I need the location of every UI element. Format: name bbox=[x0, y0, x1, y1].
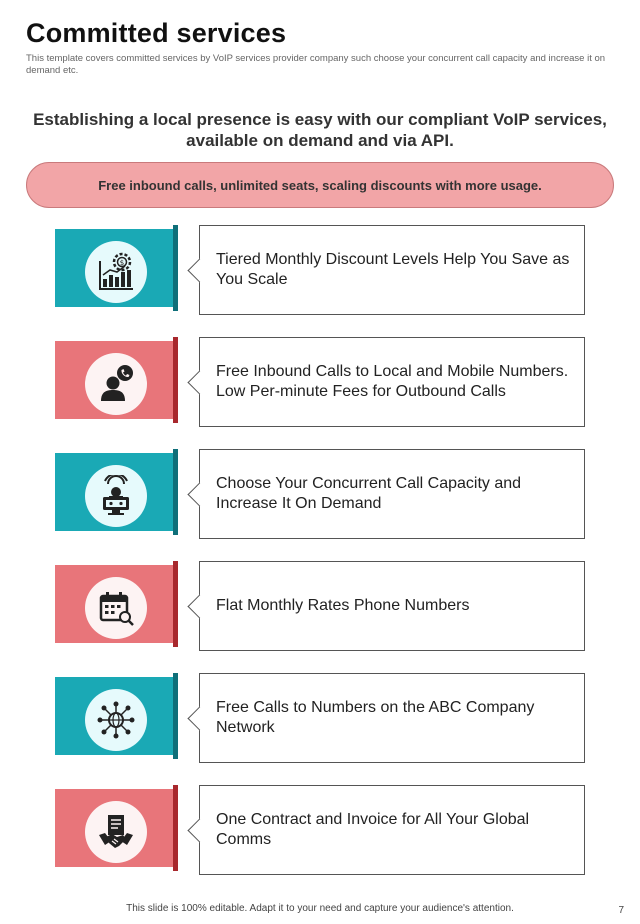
call-center-agent-icon bbox=[95, 475, 137, 517]
service-text: Free Inbound Calls to Local and Mobile Numbers. Low Per-minute Fees for Outbound Calls bbox=[216, 363, 569, 400]
service-box bbox=[199, 225, 585, 315]
icon-tab bbox=[55, 565, 173, 643]
calendar-search-icon bbox=[95, 587, 137, 629]
icon-tab bbox=[55, 453, 173, 531]
service-text: Free Calls to Numbers on the ABC Company Network bbox=[216, 699, 535, 736]
service-text: Flat Monthly Rates Phone Numbers bbox=[216, 597, 470, 614]
icon-tab bbox=[55, 341, 173, 419]
service-box bbox=[199, 673, 585, 763]
service-item bbox=[55, 449, 585, 539]
service-box bbox=[199, 785, 585, 875]
service-box bbox=[199, 337, 585, 427]
service-item bbox=[55, 337, 585, 427]
service-box bbox=[199, 561, 585, 651]
growth-chart-gear-icon bbox=[95, 251, 137, 293]
network-globe-icon bbox=[95, 699, 137, 741]
person-phone-call-icon bbox=[95, 363, 137, 405]
footer-note: This slide is 100% editable. Adapt it to your need and capture your audience's attention. bbox=[126, 903, 514, 914]
service-item bbox=[55, 225, 585, 315]
icon-tab bbox=[55, 229, 173, 307]
service-box bbox=[199, 449, 585, 539]
handshake-contract-icon bbox=[95, 811, 137, 853]
service-text: One Contract and Invoice for All Your Global Comms bbox=[216, 811, 530, 848]
svg-text:$: $ bbox=[119, 259, 125, 267]
service-item bbox=[55, 561, 585, 651]
service-text: Choose Your Concurrent Call Capacity and Increase It On Demand bbox=[216, 475, 522, 512]
service-text: Tiered Monthly Discount Levels Help You Save as You Scale bbox=[216, 251, 570, 288]
service-item bbox=[55, 785, 585, 875]
page-subtitle: This template covers committed services by VoIP services provider company such choose your concurrent call capacity and increase it on demand etc. bbox=[26, 53, 606, 76]
page-number: 7 bbox=[618, 905, 624, 916]
highlight-banner: Free inbound calls, unlimited seats, scaling discounts with more usage. bbox=[26, 162, 614, 208]
page-title: Committed services bbox=[26, 18, 287, 48]
icon-tab bbox=[55, 789, 173, 867]
headline: Establishing a local presence is easy with our compliant VoIP services, available on demand and via API. bbox=[33, 110, 607, 150]
service-item bbox=[55, 673, 585, 763]
icon-tab bbox=[55, 677, 173, 755]
